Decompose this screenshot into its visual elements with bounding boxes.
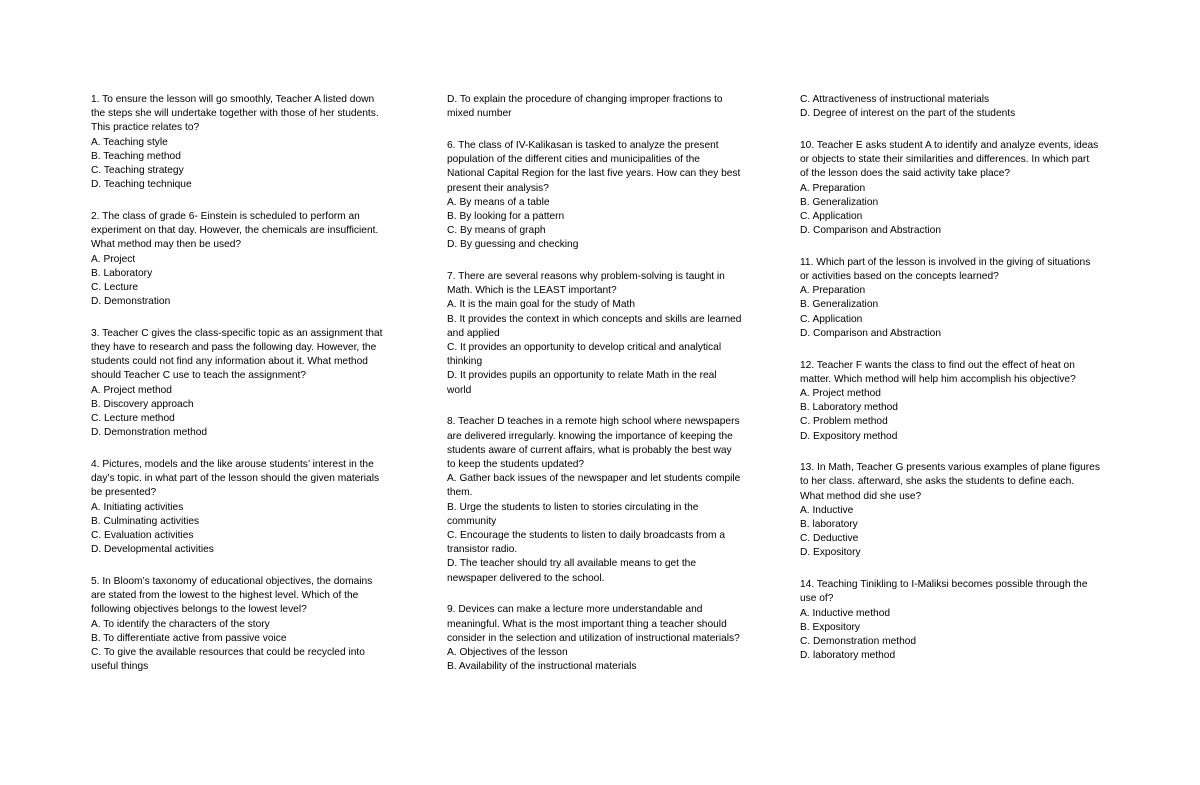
question-text-line: B. Laboratory method	[800, 402, 898, 414]
question-text-line: D. Expository	[800, 547, 861, 559]
question-text-line: C. Encourage the students to listen to daily broadcasts from a	[447, 529, 726, 541]
question-block	[800, 139, 1112, 238]
question-text-line: B. Availability of the instructional materials	[447, 661, 637, 673]
question-text-line: C. To give the available resources that could be recycled into	[91, 646, 365, 658]
question-text-line: and applied	[447, 327, 500, 339]
question-text-line: world	[447, 384, 472, 396]
question-text-line: C. Deductive	[800, 533, 859, 545]
question-text-line: following objectives belongs to the lowest level?	[91, 604, 307, 616]
question-text-line: B. Urge the students to listen to stories circulating in the	[447, 501, 699, 513]
question-text-line: newspaper delivered to the school.	[447, 572, 605, 584]
question-text-line: B. By looking for a pattern	[447, 210, 565, 222]
question-text-line: B. Laboratory	[91, 267, 153, 279]
question-block	[91, 210, 403, 309]
question-text-line: A. Preparation	[800, 182, 866, 194]
question-text-line: D. laboratory method	[800, 650, 896, 662]
question-block	[447, 139, 765, 253]
question-text-line: 12. Teacher F wants the class to find out the effect of heat on	[800, 359, 1075, 371]
question-text-line: C. By means of graph	[447, 225, 546, 237]
question-text-line: 11. Which part of the lesson is involved in the giving of situations	[800, 256, 1091, 268]
question-text-line: B. Generalization	[800, 196, 879, 208]
question-text-line: 2. The class of grade 6- Einstein is scheduled to perform an	[91, 210, 360, 222]
question-text-line: they have to research and pass the following day. However, the	[91, 342, 377, 354]
question-text-line: to keep the students updated?	[447, 458, 585, 470]
question-block	[91, 327, 403, 441]
question-text-line: A. Gather back issues of the newspaper and let students compile	[447, 473, 741, 485]
question-text-line: 3. Teacher C gives the class-specific topic as an assignment that	[91, 327, 383, 339]
question-text-line: or activities based on the concepts learned?	[800, 271, 999, 283]
question-text-line: students could not find any information about it. What method	[91, 356, 368, 368]
question-text-line: be presented?	[91, 487, 157, 499]
question-text-line: B. Generalization	[800, 299, 879, 311]
question-text-line: community	[447, 515, 497, 527]
question-text-line: thinking	[447, 356, 483, 368]
question-text-line: C. Lecture method	[91, 413, 175, 425]
question-text-line: What method did she use?	[800, 490, 922, 502]
question-text-line: A. Teaching style	[91, 136, 168, 148]
question-text-line: B. Culminating activities	[91, 515, 200, 527]
question-block	[91, 458, 403, 557]
question-text-line: C. Lecture	[91, 281, 138, 293]
question-text-line: meaningful. What is the most important thing a teacher should	[447, 618, 727, 630]
question-text-line: D. Expository method	[800, 430, 898, 442]
column-3	[800, 93, 1112, 681]
question-block	[447, 603, 765, 674]
question-text-line: What method may then be used?	[91, 239, 242, 251]
question-text-line: C. Teaching strategy	[91, 165, 184, 177]
question-text-line: consider in the selection and utilization of instructional materials?	[447, 632, 740, 644]
question-text-line: the steps she will undertake together with those of her students.	[91, 108, 379, 120]
question-text-line: D. Degree of interest on the part of the students	[800, 108, 1016, 120]
question-text-line: A. Project method	[91, 384, 172, 396]
question-text-line: 4. Pictures, models and the like arouse students’ interest in the	[91, 458, 374, 470]
question-text-line: D. Teaching technique	[91, 179, 192, 191]
question-text-line: 14. Teaching Tinikling to I-Maliksi becomes possible through the	[800, 579, 1088, 591]
question-text-line: should Teacher C use to teach the assignment?	[91, 370, 307, 382]
question-block	[447, 93, 765, 121]
question-text-line: A. Objectives of the lesson	[447, 646, 568, 658]
question-text-line: population of the different cities and municipalities of the	[447, 154, 700, 166]
question-text-line: mixed number	[447, 108, 512, 120]
question-text-line: them.	[447, 487, 473, 499]
question-text-line: D. Demonstration	[91, 296, 171, 308]
question-block	[800, 93, 1112, 121]
question-text-line: C. Attractiveness of instructional materials	[800, 94, 990, 105]
question-text-line: D. Developmental activities	[91, 544, 214, 556]
question-text-line: B. laboratory	[800, 519, 858, 531]
question-text-line: A. Inductive	[800, 504, 854, 516]
question-text-line: This practice relates to?	[91, 122, 200, 134]
question-text-line: D. Comparison and Abstraction	[800, 327, 941, 339]
question-text-line: D. It provides pupils an opportunity to relate Math in the real	[447, 370, 717, 382]
question-text-line: A. Project	[91, 253, 136, 265]
question-text-line: 8. Teacher D teaches in a remote high school where newspapers	[447, 416, 740, 428]
question-block	[91, 575, 403, 674]
question-block	[800, 461, 1112, 560]
question-text-line: experiment on that day. However, the chemicals are insufficient.	[91, 225, 379, 237]
question-text-line: 5. In Bloom’s taxonomy of educational objectives, the domains	[91, 575, 373, 587]
question-text-line: are delivered irregularly. knowing the importance of keeping the	[447, 430, 733, 442]
question-text-line: D. Demonstration method	[91, 427, 208, 439]
question-block	[91, 93, 403, 192]
question-text-line: C. Application	[800, 313, 863, 325]
question-text-line: A. Preparation	[800, 285, 866, 297]
column-1	[91, 93, 403, 692]
question-block	[447, 270, 765, 398]
question-text-line: transistor radio.	[447, 544, 518, 556]
question-text-line: C. Demonstration method	[800, 636, 917, 647]
question-text-line: B. Teaching method	[91, 150, 181, 162]
question-block	[800, 578, 1112, 663]
column-2	[447, 93, 765, 692]
question-text-line: matter. Which method will help him accomplish his objective?	[800, 373, 1076, 385]
question-text-line: C. Application	[800, 210, 863, 222]
question-text-line: Math. Which is the LEAST important?	[447, 285, 617, 297]
question-text-line: 13. In Math, Teacher G presents various examples of plane figures	[800, 462, 1100, 474]
question-text-line: to her class. afterward, she asks the students to define each.	[800, 476, 1075, 488]
question-block	[447, 415, 765, 585]
question-text-line: use of?	[800, 593, 834, 605]
question-text-line: A. Initiating activities	[91, 501, 184, 513]
question-text-line: 9. Devices can make a lecture more understandable and	[447, 604, 703, 616]
question-block	[800, 256, 1112, 341]
question-text-line: of the lesson does the said activity take place?	[800, 168, 1011, 180]
question-text-line: 1. To ensure the lesson will go smoothly, Teacher A listed down	[91, 94, 375, 105]
question-text-line: A. Project method	[800, 387, 881, 399]
question-text-line: National Capital Region for the last five years. How can they best	[447, 168, 741, 180]
question-text-line: B. Discovery approach	[91, 398, 194, 410]
question-text-line: students aware of current affairs, what is probably the best way	[447, 444, 732, 456]
question-text-line: A. By means of a table	[447, 196, 550, 208]
question-text-line: day’s topic. in what part of the lesson should the given materials	[91, 473, 380, 485]
question-text-line: A. Inductive method	[800, 607, 891, 619]
question-block	[800, 359, 1112, 444]
question-text-line: C. Problem method	[800, 416, 888, 428]
question-text-line: B. Expository	[800, 621, 861, 633]
question-text-line: C. Evaluation activities	[91, 529, 194, 541]
question-text-line: D. The teacher should try all available means to get the	[447, 558, 696, 570]
question-text-line: are stated from the lowest to the highest level. Which of the	[91, 590, 359, 602]
question-text-line: 6. The class of IV-Kalikasan is tasked to analyze the present	[447, 139, 719, 151]
question-text-line: 7. There are several reasons why problem-solving is taught in	[447, 271, 725, 283]
question-text-line: A. It is the main goal for the study of Math	[447, 299, 635, 311]
question-text-line: D. By guessing and checking	[447, 239, 579, 251]
question-text-line: present their analysis?	[447, 182, 549, 194]
question-text-line: B. To differentiate active from passive voice	[91, 632, 287, 644]
question-text-line: D. Comparison and Abstraction	[800, 225, 941, 237]
question-text-line: B. It provides the context in which concepts and skills are learned	[447, 313, 742, 325]
question-text-line: or objects to state their similarities and differences. In which part	[800, 154, 1090, 166]
question-text-line: 10. Teacher E asks student A to identify and analyze events, ideas	[800, 139, 1099, 151]
question-text-line: D. To explain the procedure of changing improper fractions to	[447, 94, 723, 105]
question-text-line: A. To identify the characters of the story	[91, 618, 270, 630]
question-text-line: useful things	[91, 661, 149, 673]
question-text-line: C. It provides an opportunity to develop critical and analytical	[447, 342, 722, 354]
